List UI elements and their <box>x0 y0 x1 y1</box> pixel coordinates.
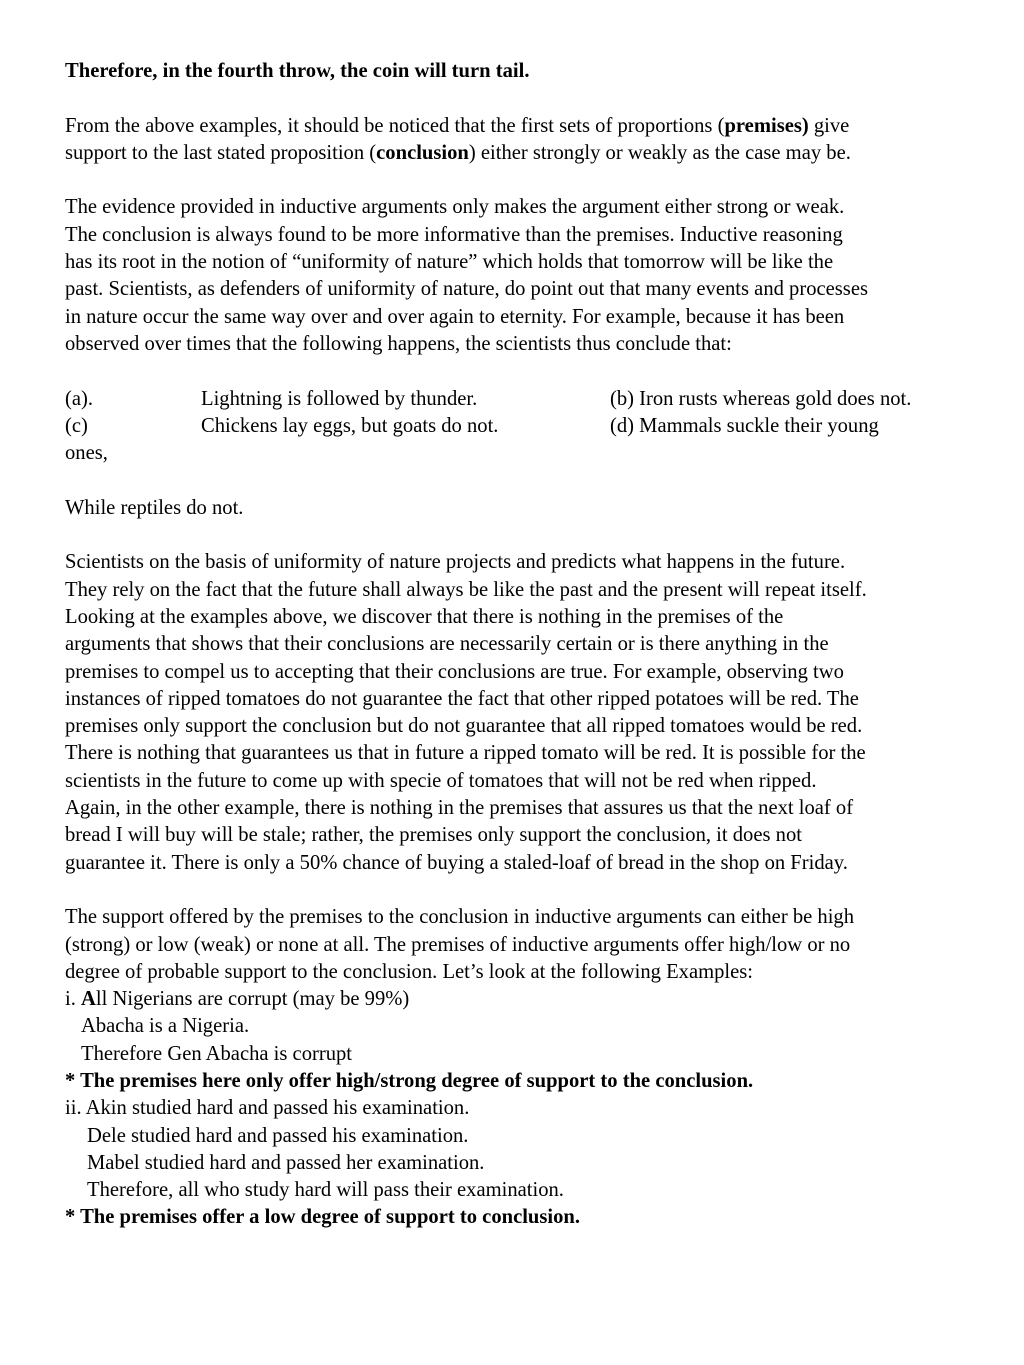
paragraph-line: has its root in the notion of “uniformity of nature” which holds that tomorrow will be like the <box>65 251 834 274</box>
heading-conclusion: Therefore, in the fourth throw, the coin will turn tail. <box>65 60 530 82</box>
paragraph-line <box>65 140 965 167</box>
paragraph-line: premises to compel us to accepting that their conclusions are true. For example, observing two <box>65 660 844 683</box>
paragraph-line: The evidence provided in inductive arguments only makes the argument either strong or weak. <box>65 196 845 219</box>
paragraph-line: guarantee it. There is only a 50% chance of buying a staled-loaf of bread in the shop on Friday. <box>65 851 848 874</box>
example-i-rest: ll Nigerians are corrupt (may be 99%) <box>95 988 410 1011</box>
paragraph-line: Again, in the other example, there is nothing in the premises that assures us that the next loaf of <box>65 797 854 820</box>
paragraph-uniformity-of-nature <box>65 194 965 358</box>
examples-row <box>65 413 965 440</box>
paragraph-line: arguments that shows that their conclusions are necessarily certain or is there anything in the <box>65 633 829 656</box>
paragraph-line: Looking at the examples above, we discover that there is nothing in the premises of the <box>65 605 784 628</box>
examples-row <box>65 386 965 413</box>
paragraph-line: The conclusion is always found to be more informative than the premises. Inductive reasoning <box>65 223 843 246</box>
text-span: ) either strongly or weakly as the case may be. <box>468 141 851 164</box>
paragraph-line <box>65 113 965 140</box>
example-text-b: (b) Iron rusts whereas gold does not. <box>610 387 912 410</box>
paragraph-line: There is nothing that guarantees us that in future a ripped tomato will be red. It is possible for the <box>65 742 866 765</box>
text-span: give <box>808 114 850 137</box>
example-i-note: * The premises here only offer high/strong degree of support to the conclusion. <box>65 1069 754 1092</box>
example-label-a: (a). <box>65 387 94 410</box>
example-text-d-continued: ones, <box>65 442 108 465</box>
example-i-line-3: Therefore Gen Abacha is corrupt <box>81 1042 353 1065</box>
paragraph-scientists-predict <box>65 549 965 877</box>
example-ii-note: * The premises offer a low degree of support to conclusion. <box>65 1206 581 1229</box>
paragraph-line: bread I will buy will be stale; rather, the premises only support the conclusion, it does not <box>65 824 802 847</box>
example-text-a: Lightning is followed by thunder. <box>201 387 478 410</box>
example-ii-line-3: Mabel studied hard and passed her examination. <box>87 1151 485 1174</box>
paragraph-line: instances of ripped tomatoes do not guarantee the fact that other ripped potatoes will be red. The <box>65 687 859 710</box>
paragraph-line: Scientists on the basis of uniformity of nature projects and predicts what happens in the future. <box>65 551 846 574</box>
paragraph-line: scientists in the future to come up with specie of tomatoes that will not be red when ripped. <box>65 769 817 792</box>
example-i-line-2: Abacha is a Nigeria. <box>81 1015 250 1038</box>
document-page <box>65 58 965 1232</box>
example-i-bold-letter: A <box>81 988 96 1011</box>
paragraph-premises-conclusion <box>65 113 965 168</box>
paragraph-line: The support offered by the premises to the conclusion in inductive arguments can either be high <box>65 906 855 929</box>
example-i-prefix: i. <box>65 988 82 1011</box>
example-ii-line-4: Therefore, all who study hard will pass their examination. <box>87 1179 564 1202</box>
example-ii-line-1: ii. Akin studied hard and passed his examination. <box>65 1097 470 1120</box>
example-text-d: (d) Mammals suckle their young <box>610 414 879 437</box>
example-i-line-1 <box>65 986 965 1013</box>
text-span: support to the last stated proposition ( <box>65 141 377 164</box>
text-span: From the above examples, it should be noticed that the first sets of proportions ( <box>65 114 725 137</box>
example-label-c: (c) <box>65 414 88 437</box>
paragraph-line: premises only support the conclusion but do not guarantee that all ripped tomatoes would be red. <box>65 715 863 738</box>
paragraph-line: observed over times that the following happens, the scientists thus conclude that: <box>65 332 732 355</box>
example-ii-line-2: Dele studied hard and passed his examination. <box>87 1124 469 1147</box>
paragraph-support-degrees <box>65 904 965 1232</box>
paragraph-line: degree of probable support to the conclusion. Let’s look at the following Examples: <box>65 960 754 983</box>
examples-list <box>65 386 965 468</box>
paragraph-line: in nature occur the same way over and over again to eternity. For example, because it has been <box>65 305 845 328</box>
example-text-c: Chickens lay eggs, but goats do not. <box>201 414 499 437</box>
paragraph-line: past. Scientists, as defenders of uniformity of nature, do point out that many events and processes <box>65 278 868 301</box>
paragraph-reptiles: While reptiles do not. <box>65 496 244 519</box>
paragraph-line: They rely on the fact that the future shall always be like the past and the present will repeat itself. <box>65 578 867 601</box>
paragraph-line: (strong) or low (weak) or none at all. The premises of inductive arguments offer high/low or no <box>65 933 851 956</box>
bold-term-conclusion: conclusion <box>376 141 469 164</box>
bold-term-premises: premises) <box>724 114 809 137</box>
